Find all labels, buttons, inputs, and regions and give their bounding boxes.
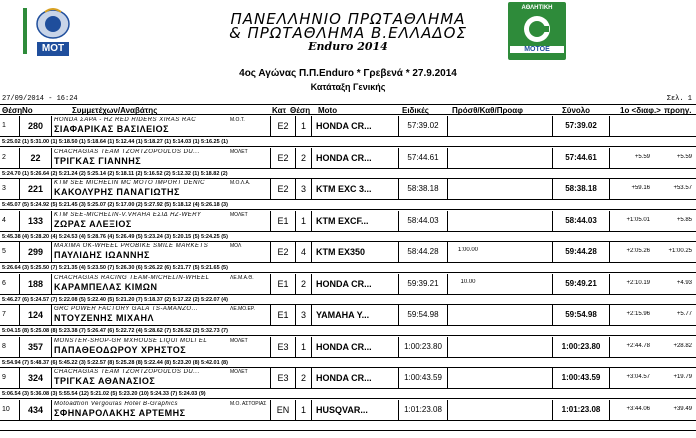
rider-gap-previous: +5.59 xyxy=(676,153,692,160)
rider-special-time: 58:44.28 xyxy=(398,242,448,262)
rider-category-position: 1 xyxy=(296,400,312,420)
table-row xyxy=(0,368,696,399)
rider-total-time: 57:39.02 xyxy=(552,116,610,136)
col-total: Σύνολο xyxy=(562,106,591,115)
rider-gap-previous: +39.49 xyxy=(673,405,692,412)
rider-gap-first: +59.16 xyxy=(631,185,650,191)
rider-category: E1 xyxy=(270,274,296,294)
rider-team: MAXIMA OK-WHEEL PROBIKE SMILE MARKETS xyxy=(54,243,209,249)
rider-gap-first: +3:04.57 xyxy=(626,374,650,380)
table-row xyxy=(0,211,696,242)
col-gap-prev: προηγ. xyxy=(664,106,692,115)
race-title: 4ος Αγώνας Π.Π.Enduro * Γρεβενά * 27.9.2014 xyxy=(239,68,457,79)
rider-category-position: 4 xyxy=(296,242,312,262)
rider-team: CHACHAGIAS TEAM TZORTZOPOULOS DU... xyxy=(54,148,200,155)
rider-gap-first: +3:44.06 xyxy=(626,405,650,412)
rider-lap-times: 5:46.27 (6) 5:24.57 (7) 5:22.08 (5) 5:22.40 (5) 5:21.20 (7) 5:18.37 (2) 5:17.22 (2) 5:22.07 (4) xyxy=(0,294,696,305)
table-row xyxy=(0,400,696,431)
rider-motorcycle: YAMAHA Y... xyxy=(316,310,370,320)
table-row xyxy=(0,242,696,273)
rider-number: 434 xyxy=(20,400,52,420)
rider-total-time: 1:01:23.08 xyxy=(552,400,610,420)
rider-position: 8 xyxy=(0,337,20,357)
rider-special-time: 58:38.18 xyxy=(398,179,448,199)
rider-motorcycle: HONDA CR... xyxy=(316,373,372,383)
rider-position: 9 xyxy=(0,368,20,388)
rider-club: ΛΕ.Μ.Α.Θ. xyxy=(230,274,254,281)
rider-special-time: 59:54.98 xyxy=(398,305,448,325)
rider-gap-first: +2:44.78 xyxy=(626,342,650,349)
rider-special-time: 58:44.03 xyxy=(398,211,448,231)
rider-team: MONSTER-SHOP-GR MXHOUSE LIQUI MOLI EL xyxy=(54,337,208,344)
rider-club: ΛΕ.ΜΟ.ΕΡ. xyxy=(230,306,255,312)
table-row xyxy=(0,179,696,210)
rider-position: 4 xyxy=(0,211,20,231)
rider-special-time: 1:01:23.08 xyxy=(398,400,448,420)
rider-category: E2 xyxy=(270,179,296,199)
rider-number: 280 xyxy=(20,116,52,136)
rider-club: ΜΟΛΕΤ xyxy=(230,369,248,375)
rider-team: KTM SEE MICHELIN MC MOTO IMPORT DENIC xyxy=(54,180,205,186)
rider-category: E2 xyxy=(270,116,296,136)
table-row xyxy=(0,116,696,147)
rider-motorcycle: HONDA CR... xyxy=(316,278,372,289)
rider-team: Motoadtion Vergoulas Hotel B-Graphics xyxy=(54,400,178,407)
sponsor-logo xyxy=(508,2,566,60)
rider-club: Μ.Ο.Τ. xyxy=(230,117,245,123)
table-row xyxy=(0,274,696,305)
col-moto: Moto xyxy=(318,106,338,115)
col-num: Νο xyxy=(22,106,33,115)
rider-category-position: 1 xyxy=(296,116,312,136)
rider-penalty: 1:00.00 xyxy=(457,247,479,253)
championship-year: Enduro 2014 xyxy=(308,40,388,53)
rider-name: ΝΤΟΥΖΕΝΗΣ ΜΙΧΑΗΛ xyxy=(54,313,154,323)
rider-name: ΣΙΑΦΑΡΙΚΑΣ ΒΑΣΙΛΕΙΟΣ xyxy=(54,124,170,134)
rider-name: ΠΑΠΑΘΕΟΔΩΡΟΥ ΧΡΗΣΤΟΣ xyxy=(54,344,187,355)
sponsor-logo-emblem xyxy=(522,14,552,44)
rider-team: HONDA ΣΑΡΑ - HZ RED RIDERS XIRAS RAC xyxy=(54,117,197,123)
rider-club: ΜΟΛΕΤ xyxy=(230,337,248,344)
rider-lap-times: 5:04.15 (8) 5:25.08 (8) 5:23.38 (7) 5:26.47 (6) 5:22.72 (4) 5:28.62 (7) 5:26.52 (2) 5:32.73 (7) xyxy=(0,325,696,336)
rider-number: 357 xyxy=(20,337,52,357)
rider-club: Μ.Ο. ΑΣΤΟΡΙΑΣ xyxy=(230,400,267,407)
rider-total-time: 58:44.03 xyxy=(552,211,610,231)
rider-category: E2 xyxy=(270,148,296,168)
sponsor-logo-bottom-text: ΜΟΤΟΕ xyxy=(510,46,564,53)
rider-position: 3 xyxy=(0,179,20,199)
rider-category: E3 xyxy=(270,368,296,388)
rider-number: 133 xyxy=(20,211,52,231)
rider-name: ΤΡΙΓΚΑΣ ΑΘΑΝΑΣΙΟΣ xyxy=(54,376,156,386)
rider-total-time: 59:54.98 xyxy=(552,305,610,325)
rider-total-time: 1:00:43.59 xyxy=(552,368,610,388)
rider-gap-previous: +5.85 xyxy=(676,216,692,223)
rider-category-position: 1 xyxy=(296,211,312,231)
table-row xyxy=(0,305,696,336)
rider-gap-previous: +4.93 xyxy=(676,279,692,286)
rider-special-time: 1:00:43.59 xyxy=(398,368,448,388)
rider-gap-previous: +53.57 xyxy=(673,185,692,191)
rider-position: 5 xyxy=(0,242,20,262)
rider-lap-times: 5:26.64 (3) 5:25.50 (7) 5:21.35 (4) 5:23.50 (7) 5:26.30 (6) 5:26.22 (6) 5:21.77 (5) 5:21.65 (5) xyxy=(0,262,696,273)
rider-lap-times: 5:06.54 (3) 5:36.08 (3) 5:55.54 (12) 5:21.02 (5) 5:23.20 (10) 5:24.33 (7) 5:24.03 (9) xyxy=(0,388,696,399)
rider-category: E1 xyxy=(270,305,296,325)
rider-gap-first: +1:05.01 xyxy=(626,216,650,223)
rider-club: ΜΟΛΕΤ xyxy=(230,211,248,218)
rider-name: ΤΡΙΓΚΑΣ ΓΙΑΝΝΗΣ xyxy=(54,155,142,166)
rider-lap-times xyxy=(0,420,696,431)
rider-lap-times: 5:24.70 (1) 5:26.64 (2) 5:21.24 (2) 5:25.14 (2) 5:18.11 (2) 5:16.52 (2) 5:12.32 (1) 5:18.82 (2) xyxy=(0,168,696,179)
rider-gap-previous: +19.79 xyxy=(673,374,692,380)
page-number: Σελ. 1 xyxy=(666,95,692,103)
rider-name: ΣΦΗΝΑΡΟΛΑΚΗΣ ΑΡΤΕΜΗΣ xyxy=(54,407,186,418)
rider-gap-previous: +28.82 xyxy=(673,342,692,349)
rider-gap-previous: +5.77 xyxy=(676,311,692,317)
rider-number: 124 xyxy=(20,305,52,325)
rider-position: 6 xyxy=(0,274,20,294)
rider-team: KTM SEE-MICHELIN-V.VRAHA ΕΣΙΔ HZ-WERY xyxy=(54,211,202,218)
rider-special-time: 59:39.21 xyxy=(398,274,448,294)
rider-category-position: 2 xyxy=(296,274,312,294)
rider-position: 2 xyxy=(0,148,20,168)
rider-number: 324 xyxy=(20,368,52,388)
sponsor-logo-top-text: ΑΘΛΗΤΙΚΗ xyxy=(521,5,553,11)
rider-special-time: 1:00:23.80 xyxy=(398,337,448,357)
rider-position: 1 xyxy=(0,116,20,136)
col-cat: Κατ xyxy=(272,106,287,115)
rider-team: CHACHAGIAS RACING TEAM-MICHELIN-WHEEL xyxy=(54,274,210,281)
rider-category-position: 3 xyxy=(296,305,312,325)
rider-lap-times: 5:25.02 (1) 5:31.00 (1) 5:18.50 (1) 5:18.64 (1) 5:12.44 (1) 5:18.27 (1) 5:14.03 (1) 5:16.25 (1) xyxy=(0,136,696,147)
col-pos: Θέση xyxy=(2,106,23,115)
rider-motorcycle: HONDA CR... xyxy=(316,121,372,131)
col-rider: Συμμετέχων/Αναβάτης xyxy=(72,106,158,115)
rider-position: 10 xyxy=(0,400,20,420)
rider-total-time: 59:44.28 xyxy=(552,242,610,262)
rider-total-time: 58:38.18 xyxy=(552,179,610,199)
rider-club: Μ.Ο.Λ.Α. xyxy=(230,180,251,186)
print-date: 27/09/2014 - 16:24 xyxy=(2,95,78,103)
rider-gap-previous: +1:00.25 xyxy=(668,248,692,254)
rider-name: ΖΩΡΑΣ ΑΛΕΞΙΟΣ xyxy=(54,218,132,229)
rider-category-position: 1 xyxy=(296,337,312,357)
rider-category: E3 xyxy=(270,337,296,357)
rider-category: E2 xyxy=(270,242,296,262)
rider-total-time: 57:44.61 xyxy=(552,148,610,168)
rider-category-position: 2 xyxy=(296,368,312,388)
rider-name: ΚΑΡΑΜΠΕΛΑΣ ΚΙΜΩΝ xyxy=(54,281,158,292)
table-row xyxy=(0,148,696,179)
championship-subtitle: & ΠΡΩΤΑΘΛΗΜΑ Β.ΕΛΛΑΔΟΣ xyxy=(229,24,467,42)
championship-title: ΠΑΝΕΛΛΗΝΙΟ ΠΡΩΤΑΘΛΗΜΑ xyxy=(230,10,466,28)
rider-name: ΠΑΥΛΙΔΗΣ ΙΩΑΝΝΗΣ xyxy=(54,250,150,260)
rider-total-time: 59:49.21 xyxy=(552,274,610,294)
rider-lap-times: 5:45.38 (4) 5:28.20 (4) 5:24.53 (4) 5:28.76 (4) 5:26.49 (5) 5:23.24 (3) 5:20.15 (5) 5:24.25 (5) xyxy=(0,231,696,242)
rider-lap-times: 5:54.94 (7) 5:48.37 (6) 5:45.22 (3) 5:22.57 (8) 5:25.28 (8) 5:22.44 (8) 5:23.20 (8) 5:42.01 (8) xyxy=(0,357,696,368)
rider-motorcycle: KTM EX350 xyxy=(316,247,366,257)
col-penalty: Πρόσθ/Καθ/Προαφ xyxy=(452,106,523,115)
federation-logo-text: ΜΟΤ xyxy=(41,43,65,54)
col-cat-pos: Θέση xyxy=(290,106,311,115)
rider-club: ΜΟΛΕΤ xyxy=(230,148,248,155)
table-row xyxy=(0,337,696,368)
rider-special-time: 57:44.61 xyxy=(398,148,448,168)
rider-lap-times: 5:45.07 (5) 5:24.92 (5) 5:21.45 (3) 5:25.07 (2) 5:17.00 (2) 5:27.92 (5) 5:18.12 (4) 5:26.18 (3) xyxy=(0,199,696,210)
rider-position: 7 xyxy=(0,305,20,325)
rider-gap-first: +2:15.96 xyxy=(626,311,650,317)
rider-team: GRC POWER FACTORY GALA TS-AMANZO... xyxy=(54,306,199,312)
col-special: Ειδικές xyxy=(402,106,429,115)
rider-category: EN xyxy=(270,400,296,420)
rider-category-position: 2 xyxy=(296,148,312,168)
rider-club: ΜΟΛ xyxy=(230,243,242,249)
rider-gap-first: +2:10.19 xyxy=(626,279,650,286)
rider-motorcycle: KTM EXCF... xyxy=(316,215,369,226)
classification-title: Κατάταξη Γενικής xyxy=(310,82,386,92)
rider-number: 22 xyxy=(20,148,52,168)
rider-number: 221 xyxy=(20,179,52,199)
rider-special-time: 57:39.02 xyxy=(398,116,448,136)
rider-gap-first: +2:05.26 xyxy=(626,248,650,254)
rider-motorcycle: HONDA CR... xyxy=(316,341,372,352)
rider-motorcycle: KTM EXC 3... xyxy=(316,184,372,194)
rider-number: 299 xyxy=(20,242,52,262)
rider-name: ΚΑΚΟΛΥΡΗΣ ΠΑΝΑΓΙΩΤΗΣ xyxy=(54,187,180,197)
rider-total-time: 1:00:23.80 xyxy=(552,337,610,357)
rider-penalty: 10.00 xyxy=(460,278,476,285)
rider-team: CHACHAGIAS TEAM TZORTZOPOULOS DU... xyxy=(54,369,200,375)
rider-category: E1 xyxy=(270,211,296,231)
col-gap-first: 1ο <διαφ.> xyxy=(620,106,661,115)
rider-number: 188 xyxy=(20,274,52,294)
table-header xyxy=(0,104,696,115)
rider-motorcycle: HONDA CR... xyxy=(316,152,372,163)
rider-category-position: 3 xyxy=(296,179,312,199)
rider-motorcycle: HUSQVAR... xyxy=(316,404,368,415)
rider-gap-first: +5.59 xyxy=(634,153,650,160)
